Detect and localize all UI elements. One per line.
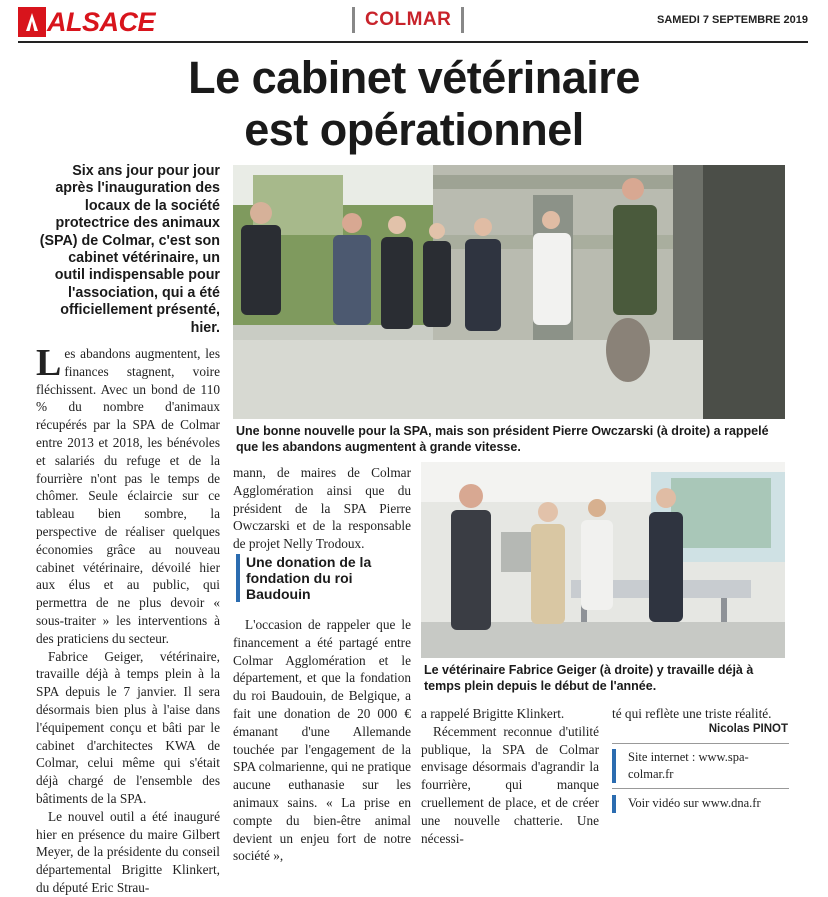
body-paragraph-5: L'occasion de rappeler que le financement a été partagé entre Colmar Agglomération et le département, et que la fondation du roi Baudouin, de Belgique, a fait une donation de 20 000 € émanant d'une Allemande touchée par l'engagement de la SPA colmarienne, qui ne pratique aucune euthanasie sur les animaux sains. « La prise en compte du bien-être animal devient un enjeu fort de notre société », xyxy=(233,617,411,864)
info-accent-bar-1 xyxy=(612,749,616,783)
info-accent-bar-2 xyxy=(612,795,616,813)
body-paragraph-2: Fabrice Geiger, vétérinaire, travaille déjà à temps plein à la SPA depuis le 7 janvier. Il sera désormais bien plus à l'aise dans l'équipement conçu et bâti par le cabinet d'architectes KWA de Colmar, celui même qui s'était déjà chargé de l'ensemble des bâtiments de la SPA. xyxy=(36,648,220,806)
photo-veterinary-room xyxy=(421,462,785,658)
author-signature: Nicolas PINOT xyxy=(708,723,788,735)
headline-line-1: Le cabinet vétérinaire xyxy=(188,52,640,103)
body-column-2b xyxy=(233,616,411,865)
info-video: Voir vidéo sur www.dna.fr xyxy=(628,796,761,810)
headline-line-2: est opérationnel xyxy=(244,104,584,155)
photo-caption-1: Une bonne nouvelle pour la SPA, mais son président Pierre Owczarski (à droite) a rappelé que les abandons augmentent à grande vitesse. xyxy=(236,424,769,454)
body-column-3 xyxy=(421,705,599,847)
body-paragraph-1 xyxy=(36,342,220,648)
body-paragraph-3: Le nouvel outil a été inauguré hier en présence du maire Gilbert Meyer, de la présidente du conseil départemental Brigitte Klinkert, du député Eric Strau- xyxy=(36,808,220,895)
photo-veterinary-room-image xyxy=(421,462,785,658)
newspaper-logo xyxy=(18,6,155,38)
body-paragraph-4: mann, de maires de Colmar Agglomération ainsi que du président de la SPA Pierre Owczarski et de la responsable de projet Nelly Trodoux. xyxy=(233,465,411,552)
logo-mark-icon xyxy=(18,7,46,37)
section-label xyxy=(352,6,464,34)
body-paragraph-8: té qui reflète une triste réalité. xyxy=(612,706,772,721)
header-rule xyxy=(18,41,808,43)
section-name: COLMAR xyxy=(365,9,452,30)
article-intertitle: Une donation de la fondation du roi Baudouin xyxy=(236,554,411,602)
article-lead: Six ans jour pour jour après l'inauguration des locaux de la société protectrice des animaux (SPA) de Colmar, c'est son cabinet vétérinaire, un outil indispensable pour l'association, qui a été officiellement présenté, hier. xyxy=(39,163,220,336)
body-paragraph-6: a rappelé Brigitte Klinkert. xyxy=(421,706,565,721)
body-paragraph-1-text: es abandons augmentent, les finances stagnent, voire fléchissent. Avec un bond de 110 % du nombre d'animaux récupérés par la SPA de Colmar entre 2013 et 2018, les bénévoles et salariés du refuge et de la fourrière n'ont pas le temps de chômer. Seule éclaircie sur ce tableau bien sombre, la perspective de réaliser quelques économies grâce au nouveau cabinet vétérinaire, dévoilé hier aux élus et au public, qui permettra de ne plus devoir « sous-traiter » les interventions à des praticiens du secteur. xyxy=(36,346,220,646)
section-bar-right xyxy=(461,7,464,33)
article-headline xyxy=(0,52,828,156)
issue-date: SAMEDI 7 SEPTEMBRE 2019 xyxy=(657,14,808,26)
page-header xyxy=(0,0,828,46)
info-rule-top xyxy=(612,743,789,744)
body-column-4 xyxy=(612,705,787,723)
drop-cap: L xyxy=(36,342,62,384)
info-box xyxy=(612,743,789,825)
logo-text: ALSACE xyxy=(47,6,156,37)
photo-inauguration-image xyxy=(233,165,785,419)
photo-inauguration xyxy=(233,165,785,419)
body-column-2 xyxy=(233,464,411,553)
body-paragraph-7: Récemment reconnue d'utilité publique, la SPA de Colmar envisage désormais d'agrandir la fourrière, qui manque cruellement de place, et de créer une nouvelle chatterie. Une nécessi- xyxy=(421,723,599,846)
photo-caption-2: Le vétérinaire Fabrice Geiger (à droite) y travaille déjà à temps plein depuis le début de l'année. xyxy=(424,663,754,693)
info-website: Site internet : www.spa-colmar.fr xyxy=(628,750,749,781)
body-column-1 xyxy=(36,342,220,897)
info-rule-middle xyxy=(612,788,789,789)
